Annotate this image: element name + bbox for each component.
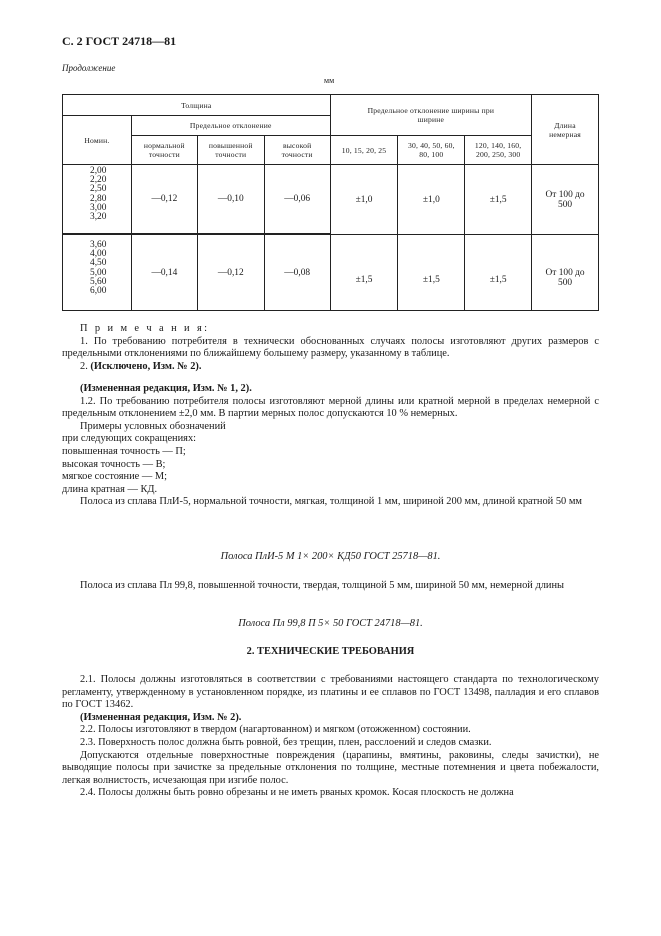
paragraph-2-2: 2.2. Полосы изготовляют в твердом (нагартованном) и мягком (отожженном) состоянии.	[80, 724, 471, 736]
header-increased-accuracy: повышенной точности	[197, 136, 264, 165]
width1-cell: ±1,0	[330, 165, 398, 235]
examples-line: Примеры условных обозначений	[80, 420, 226, 432]
width1-cell: ±1,5	[330, 235, 398, 311]
width3-cell: ±1,5	[465, 165, 532, 235]
notes-title: П р и м е ч а н и я:	[80, 323, 210, 334]
nominal-cell: 3,60 4,00 4,50 5,00 5,60 6,00	[63, 235, 132, 311]
increased-cell: —0,10	[197, 165, 264, 234]
example-2-text: Полоса из сплава Пл 99,8, повышенной точности, твердая, толщиной 5 мм, шириной 50 мм, немерной длины	[80, 580, 565, 591]
example-2-block	[62, 580, 599, 593]
normal-cell: —0,14	[131, 235, 197, 311]
increased-cell: —0,12	[197, 235, 264, 311]
table-row	[63, 235, 599, 311]
header-normal-accuracy: нормальной точности	[131, 136, 197, 165]
note-1: 1. По требованию потребителя в технически обоснованных случаях полосы изготовляют других размеров с предельными отклонениями по ближайшему большему размеру, указанному в таблице.	[62, 335, 599, 360]
examples-line: мягкое состояние — М;	[62, 471, 167, 483]
example-2-formula: Полоса Пл 99,8 П 5× 50 ГОСТ 24718—81.	[238, 618, 423, 629]
header-width-deviation: Предельное отклонение ширины при ширине	[330, 95, 531, 136]
edit-note-2: (Измененная редакция, Изм. № 2).	[80, 711, 242, 723]
examples-line: повышенная точность — П;	[62, 445, 186, 457]
paragraph-2-1: 2.1. Полосы должны изготовляться в соответствии с требованиями настоящего стандарта по технологическому регламенту, утвержденному в установленном порядке, из платины и ее сплавов по ГОСТ 13498, палладия и его сплавов по ГОСТ 13462.	[62, 674, 599, 711]
section-2-title: 2. ТЕХНИЧЕСКИЕ ТРЕБОВАНИЯ	[246, 646, 415, 657]
examples-line: при следующих сокращениях:	[62, 433, 197, 445]
note-2: 2. (Исключено, Изм. № 2).	[80, 360, 202, 372]
header-nominal: Номин.	[63, 116, 132, 165]
edit-note-1: (Измененная редакция, Изм. № 1, 2).	[80, 383, 252, 394]
unit-label: мм	[324, 76, 335, 85]
example-1-text: Полоса из сплава ПлИ-5, нормальной точности, мягкая, толщиной 1 мм, шириной 200 мм, длиной кратной 50 мм	[80, 496, 582, 508]
width3-cell: ±1,5	[465, 235, 532, 311]
length-cell: От 100 до 500	[532, 235, 599, 311]
nominal-cell: 2,00 2,20 2,50 2,80 3,00 3,20	[63, 165, 132, 234]
high-cell: —0,08	[264, 235, 330, 311]
page-header: С. 2 ГОСТ 24718—81	[62, 34, 177, 48]
section-2-body	[62, 674, 599, 800]
paragraph-2-4: 2.4. Полосы должны быть ровно обрезаны и не иметь рваных кромок. Косая плоскость не должна	[80, 787, 514, 799]
examples-line: длина кратная — КД.	[62, 483, 158, 495]
header-high-accuracy: высокой точности	[264, 136, 330, 165]
example-1-formula: Полоса ПлИ-5 М 1× 200× КД50 ГОСТ 25718—81.	[220, 551, 441, 562]
length-cell: От 100 до 500	[532, 165, 599, 235]
normal-cell: —0,12	[131, 165, 197, 234]
continuation-label: Продолжение	[62, 63, 116, 73]
example-1-formula-block	[62, 551, 599, 564]
notes-block	[62, 323, 599, 373]
header-width-1: 10, 15, 20, 25	[330, 136, 398, 165]
paragraph-1-2: 1.2. По требованию потребителя полосы изготовляют мерной длины или кратной мерной в пределах немерной с предельным отклонением ±2,0 мм. В партии мерных полос допускаются 10 % немерных.	[62, 395, 599, 420]
section-1-continued	[62, 383, 599, 509]
header-width-3: 120, 140, 160, 200, 250, 300	[465, 136, 532, 165]
section-2-title-block	[62, 646, 599, 659]
examples-line: высокая точность — В;	[62, 458, 166, 470]
paragraph-2-3-continued: Допускаются отдельные поверхностные повреждения (царапины, вмятины, раковины, следы зачистки), не выводящие полосы при зачистке за предельные отклонения по толщине, местные потемнения и цвета побежалости, легкая волнистость, исчезающая при изгибе полос.	[62, 749, 599, 786]
paragraph-2-3: 2.3. Поверхность полос должна быть ровной, без трещин, плен, расслоений и следов смазки.	[80, 736, 492, 748]
header-length: Длина немерная	[532, 95, 599, 165]
table-row	[63, 165, 599, 234]
width2-cell: ±1,5	[398, 235, 465, 311]
header-thickness: Толщина	[63, 95, 331, 116]
header-width-2: 30, 40, 50, 60, 80, 100	[398, 136, 465, 165]
high-cell: —0,06	[264, 165, 330, 234]
width2-cell: ±1,0	[398, 165, 465, 235]
header-deviation: Предельное отклонение	[131, 116, 330, 136]
example-2-formula-block	[62, 618, 599, 631]
dimensions-table	[62, 94, 599, 311]
